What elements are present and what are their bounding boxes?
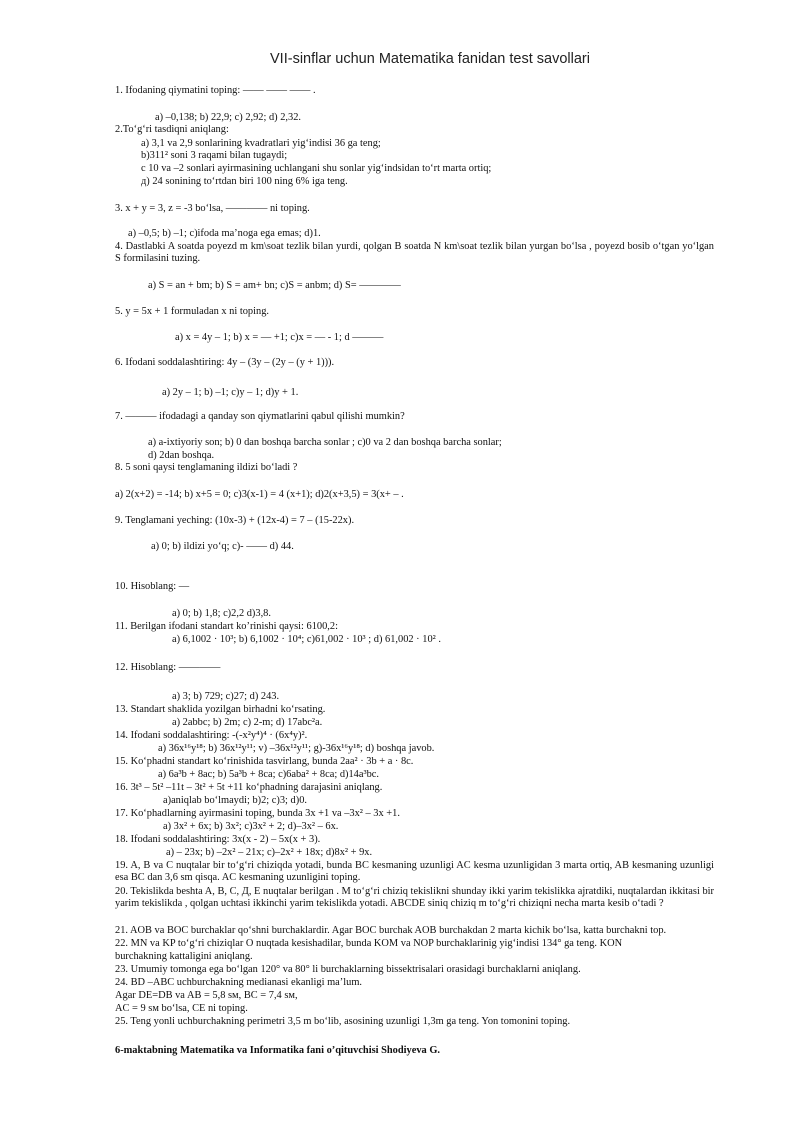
text-line: 22. MN va KP to‘g‘ri chiziqlar O nuqtada kesishadilar, bunda KOM va NOP burchaklarinig yig‘indisi 134° ga teng. KON [115,938,623,949]
text-line: a) 0; b) 1,8; c)2,2 d)3,8. [172,608,271,619]
footer-author: 6-maktabning Matematika va Informatika fani o’qituvchisi Shodiyeva G. [115,1045,441,1056]
text-line: a) –0,5; b) –1; c)ifoda ma’noga ega emas; d)1. [128,228,321,239]
text-line: 9. Tenglamani yeching: (10x-3) + (12x-4) = 7 – (15-22x). [115,515,355,526]
text-line: 1. Ifodaning qiymatini toping: —— —— —— . [115,85,316,96]
text-line: 2.To‘g‘ri tasdiqni aniqlang: [115,124,229,135]
text-line: a) S = an + bm; b) S = am+ bn; c)S = anbm; d) S= ———— [148,280,401,291]
question-paragraph: 19. A, B va C nuqtalar bir to‘g‘ri chiziqda yotadi, bunda BC kesmaning uzunligi AC kesma uzunligidan 3 marta ortiq, AB kesmaning uzunligi esa BC dan 3,6 sm qisqa. AC kesmaning uzunligini toping. [115,860,714,884]
question-paragraph: 20. Tekislikda beshta A, B, C, Д, E nuqtalar berilgan . M to‘g‘ri chiziq tekislikni shunday ikki yarim tekislikka ajratdiki, nuqtalardan ikkitasi bir yarim tekislikda , qolgan uchtasi ikkinchi yarim tekislikda yotadi. ABCDE siniq chiziq m to‘g‘ri chiziqni necha marta kesib o‘tadi ? [115,886,714,910]
text-line: 25. Teng yonli uchburchakning perimetri 3,5 m bo‘lib, asosining uzunligi 1,3m ga teng. Yon tomonini toping. [115,1016,571,1027]
text-line: a) 2(x+2) = -14; b) x+5 = 0; c)3(x-1) = 4 (x+1); d)2(x+3,5) = 3(x+ – . [115,489,404,500]
text-line: 23. Umumiy tomonga ega bo‘lgan 120° va 80° li burchaklarning bissektrisalari orasidagi burchaklarni aniqlang. [115,964,581,975]
text-line: a) 36x¹⁶y¹⁸; b) 36x¹²y¹¹; v) –36x¹²y¹¹; g)-36x¹⁶y¹⁸; d) boshqa javob. [158,743,435,754]
text-line: a) a-ixtiyoriy son; b) 0 dan boshqa barcha sonlar ; c)0 va 2 dan boshqa barcha sonlar; [148,437,502,448]
text-line: 24. BD –ABC uchburchakning medianasi ekanligi ma’lum. [115,977,363,988]
text-line: a) –0,138; b) 22,9; c) 2,92; d) 2,32. [155,112,302,123]
text-line: д) 24 sonining to‘rtdan biri 100 ning 6% iga teng. [141,176,348,187]
text-line: a) 2abbc; b) 2m; c) 2-m; d) 17abc²a. [172,717,323,728]
text-line: a) 3; b) 729; c)27; d) 243. [172,691,280,702]
text-line: 12. Hisoblang: ———— [115,662,221,673]
text-line: a) 6a³b + 8ac; b) 5a³b + 8ca; c)6aba² + 8ca; d)14a³bc. [158,769,380,780]
text-line: 3. x + y = 3, z = -3 bo‘lsa, ———— ni toping. [115,203,310,214]
text-line: a) – 23x; b) –2x² – 21x; c)–2x² + 18x; d)8x² + 9x. [166,847,373,858]
text-line: burchakning kattaligini aniqlang. [115,951,253,962]
page-title: VII-sinflar uchun Matematika fanidan test savollari [270,51,590,67]
text-line: b)311² soni 3 raqami bilan tugaydi; [141,150,288,161]
text-line: a)aniqlab bo‘lmaydi; b)2; c)3; d)0. [163,795,307,806]
text-line: c 10 va –2 sonlari ayirmasining uchlangani shu sonlar yig‘indsidan to‘rt marta ortiq; [141,163,492,174]
question-paragraph: 4. Dastlabki A soatda poyezd m km\soat tezlik bilan yurdi, qolgan B soatda N km\soat tezlik bilan yurgan bo‘lsa , poyezd bosib o‘tgan yo‘lgan S formilasini tuzing. [115,241,714,265]
text-line: 8. 5 soni qaysi tenglamaning ildizi bo‘ladi ? [115,462,298,473]
text-line: a) 0; b) ildizi yo‘q; c)- —— d) 44. [151,541,294,552]
text-line: a) x = 4y – 1; b) x = — +1; c)x = — - 1; d ——— [175,332,384,343]
text-line: 5. y = 5x + 1 formuladan x ni toping. [115,306,269,317]
text-line: AC = 9 sм bo‘lsa, CE ni toping. [115,1003,248,1014]
text-line: 18. Ifodani soddalashtiring: 3x(x - 2) – 5x(x + 3). [115,834,321,845]
text-line: a) 3x² + 6x; b) 3x²; c)3x² + 2; d)–3x² – 6x. [163,821,339,832]
text-line: 17. Ko‘phadlarning ayirmasini toping, bunda 3x +1 va –3x² – 3x +1. [115,808,400,819]
text-line: 16. 3t³ – 5t² –11t – 3t² + 5t +11 ko‘phadning darajasini aniqlang. [115,782,383,793]
question-paragraph: 21. AOB va BOC burchaklar qo‘shni burchaklardir. Agar BOC burchak AOB burchakdan 2 marta kichik bo‘lsa, katta burchakni top. [115,925,667,936]
text-line: 6. Ifodani soddalashtiring: 4y – (3y – (2y – (y + 1))). [115,357,335,368]
text-line: 15. Ko‘phadni standart ko‘rinishida tasvirlang, bunda 2aa² · 3b + a · 8c. [115,756,414,767]
text-line: a) 3,1 va 2,9 sonlarining kvadratlari yig‘indisi 36 ga teng; [141,138,381,149]
text-line: 7. ——— ifodadagi a qanday son qiymatlarini qabul qilishi mumkin? [115,411,405,422]
text-line: 14. Ifodani soddalashtiring: -(-x²y⁴)⁴ · (6x⁴y)². [115,730,308,741]
text-line: 13. Standart shaklida yozilgan birhadni ko‘rsating. [115,704,326,715]
text-line: 11. Berilgan ifodani standart ko’rinishi qaysi: 6100,2: [115,621,338,632]
text-line: a) 2y – 1; b) –1; c)y – 1; d)y + 1. [162,387,299,398]
text-line: d) 2dan boshqa. [148,450,215,461]
text-line: 10. Hisoblang: — [115,581,190,592]
text-line: Agar DE=DB va AB = 5,8 sм, BC = 7,4 sм, [115,990,298,1001]
text-line: a) 6,1002 · 10³; b) 6,1002 · 10⁴; c)61,002 · 10³ ; d) 61,002 · 10² . [172,634,441,645]
